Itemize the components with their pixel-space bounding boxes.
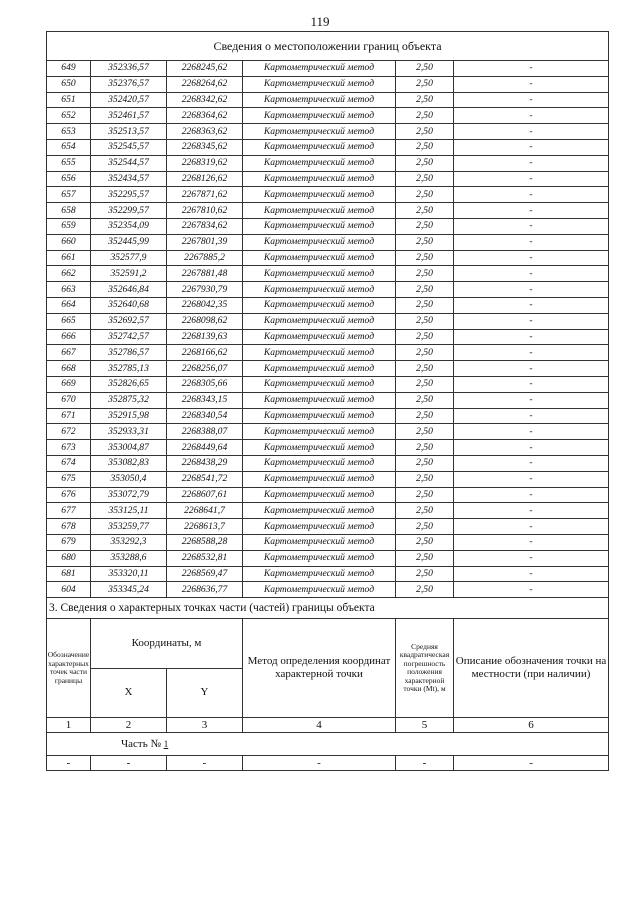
point-number: 655 <box>47 155 91 171</box>
mean-error-cell: 2,50 <box>396 76 454 92</box>
point-number: 661 <box>47 250 91 266</box>
coord-y: 2268641,7 <box>167 503 243 519</box>
table-row <box>47 61 609 77</box>
coord-x: 352376,57 <box>91 76 167 92</box>
mean-error-cell: 2,50 <box>396 550 454 566</box>
coord-x: 352933,31 <box>91 424 167 440</box>
coord-x: 353072,79 <box>91 487 167 503</box>
mean-error-cell: 2,50 <box>396 408 454 424</box>
method-cell: Картометрический метод <box>243 566 396 582</box>
point-number: 656 <box>47 171 91 187</box>
point-number: 674 <box>47 455 91 471</box>
coord-x: 353345,24 <box>91 582 167 598</box>
description-cell: - <box>454 266 609 282</box>
table-row <box>47 329 609 345</box>
coord-x: 353320,11 <box>91 566 167 582</box>
mean-error-cell: 2,50 <box>396 266 454 282</box>
mean-error-cell: 2,50 <box>396 487 454 503</box>
method-cell: Картометрический метод <box>243 282 396 298</box>
coord-y: 2268345,62 <box>167 139 243 155</box>
point-number: 660 <box>47 234 91 250</box>
coord-y: 2267810,62 <box>167 203 243 219</box>
point-number: 650 <box>47 76 91 92</box>
method-cell: Картометрический метод <box>243 187 396 203</box>
coord-y: 2267871,62 <box>167 187 243 203</box>
header-x: X <box>91 668 167 718</box>
method-cell: Картометрический метод <box>243 171 396 187</box>
description-cell: - <box>454 203 609 219</box>
mean-error-cell: 2,50 <box>396 345 454 361</box>
coord-y: 2267801,39 <box>167 234 243 250</box>
method-cell: Картометрический метод <box>243 139 396 155</box>
mean-error-cell: 2,50 <box>396 155 454 171</box>
point-number: 681 <box>47 566 91 582</box>
method-cell: Картометрический метод <box>243 440 396 456</box>
table-row <box>47 376 609 392</box>
point-number: 672 <box>47 424 91 440</box>
point-number: 651 <box>47 92 91 108</box>
point-number: 665 <box>47 313 91 329</box>
point-number: 658 <box>47 203 91 219</box>
coord-y: 2268438,29 <box>167 455 243 471</box>
coord-y: 2268532,81 <box>167 550 243 566</box>
description-cell: - <box>454 124 609 140</box>
point-number: 678 <box>47 519 91 535</box>
point-number: 653 <box>47 124 91 140</box>
index-cell: 1 <box>47 718 91 733</box>
description-cell: - <box>454 329 609 345</box>
method-cell: Картометрический метод <box>243 92 396 108</box>
method-cell: Картометрический метод <box>243 313 396 329</box>
table-row <box>47 124 609 140</box>
mean-error-cell: 2,50 <box>396 282 454 298</box>
point-number: 676 <box>47 487 91 503</box>
point-number: 670 <box>47 392 91 408</box>
page-number: 119 <box>310 14 330 29</box>
description-cell: - <box>454 424 609 440</box>
description-cell: - <box>454 440 609 456</box>
coord-x: 352692,57 <box>91 313 167 329</box>
point-number: 649 <box>47 61 91 77</box>
empty-cell: - <box>91 756 167 771</box>
coord-y: 2268343,15 <box>167 392 243 408</box>
method-cell: Картометрический метод <box>243 392 396 408</box>
description-cell: - <box>454 297 609 313</box>
header-mean-error: Средняя квадратическая погрешность положения характерной точки (Mt), м <box>396 619 454 718</box>
table-row <box>47 392 609 408</box>
table-row <box>47 203 609 219</box>
section-title: Сведения о местоположении границ объекта <box>47 32 609 61</box>
coord-x: 352640,68 <box>91 297 167 313</box>
description-cell: - <box>454 550 609 566</box>
description-cell: - <box>454 455 609 471</box>
method-cell: Картометрический метод <box>243 61 396 77</box>
method-cell: Картометрический метод <box>243 124 396 140</box>
coord-y: 2267930,79 <box>167 282 243 298</box>
table-row <box>47 408 609 424</box>
table-row <box>47 282 609 298</box>
table-row <box>47 487 609 503</box>
coord-x: 352295,57 <box>91 187 167 203</box>
mean-error-cell: 2,50 <box>396 566 454 582</box>
mean-error-cell: 2,50 <box>396 471 454 487</box>
mean-error-cell: 2,50 <box>396 92 454 108</box>
method-cell: Картометрический метод <box>243 471 396 487</box>
coord-y: 2268264,62 <box>167 76 243 92</box>
coord-x: 352785,13 <box>91 361 167 377</box>
table-row <box>47 234 609 250</box>
coord-y: 2268449,64 <box>167 440 243 456</box>
coord-x: 353292,3 <box>91 534 167 550</box>
mean-error-cell: 2,50 <box>396 297 454 313</box>
method-cell: Картометрический метод <box>243 108 396 124</box>
mean-error-cell: 2,50 <box>396 329 454 345</box>
mean-error-cell: 2,50 <box>396 187 454 203</box>
mean-error-cell: 2,50 <box>396 218 454 234</box>
table-row <box>47 582 609 598</box>
method-cell: Картометрический метод <box>243 345 396 361</box>
mean-error-cell: 2,50 <box>396 503 454 519</box>
mean-error-cell: 2,50 <box>396 392 454 408</box>
point-number: 679 <box>47 534 91 550</box>
method-cell: Картометрический метод <box>243 329 396 345</box>
part-points-table <box>46 597 609 771</box>
description-cell: - <box>454 582 609 598</box>
description-cell: - <box>454 519 609 535</box>
method-cell: Картометрический метод <box>243 297 396 313</box>
method-cell: Картометрический метод <box>243 155 396 171</box>
coord-y: 2267885,2 <box>167 250 243 266</box>
header-y: Y <box>167 668 243 718</box>
method-cell: Картометрический метод <box>243 266 396 282</box>
point-number: 671 <box>47 408 91 424</box>
point-number: 662 <box>47 266 91 282</box>
table-row <box>47 503 609 519</box>
coord-y: 2268256,07 <box>167 361 243 377</box>
coord-x: 352577,9 <box>91 250 167 266</box>
header-coordinates: Координаты, м <box>91 619 243 669</box>
description-cell: - <box>454 218 609 234</box>
table-row <box>47 566 609 582</box>
method-cell: Картометрический метод <box>243 250 396 266</box>
mean-error-cell: 2,50 <box>396 124 454 140</box>
coord-x: 352742,57 <box>91 329 167 345</box>
method-cell: Картометрический метод <box>243 361 396 377</box>
coord-y: 2268541,72 <box>167 471 243 487</box>
point-number: 666 <box>47 329 91 345</box>
coord-x: 352513,57 <box>91 124 167 140</box>
coord-x: 352545,57 <box>91 139 167 155</box>
description-cell: - <box>454 534 609 550</box>
point-number: 680 <box>47 550 91 566</box>
coord-y: 2267834,62 <box>167 218 243 234</box>
section3-title: 3. Сведения о характерных точках части (частей) границы объекта <box>47 598 609 619</box>
coord-y: 2268305,66 <box>167 376 243 392</box>
point-number: 673 <box>47 440 91 456</box>
table-row <box>47 313 609 329</box>
table-row <box>47 266 609 282</box>
point-number: 659 <box>47 218 91 234</box>
description-cell: - <box>454 139 609 155</box>
header-description: Описание обозначения точки на местности (при наличии) <box>454 619 609 718</box>
point-number: 667 <box>47 345 91 361</box>
boundary-sheet <box>46 31 608 771</box>
coord-x: 352299,57 <box>91 203 167 219</box>
coord-x: 352420,57 <box>91 92 167 108</box>
description-cell: - <box>454 471 609 487</box>
table-row <box>47 92 609 108</box>
table-row <box>47 424 609 440</box>
coord-y: 2268319,62 <box>167 155 243 171</box>
description-cell: - <box>454 408 609 424</box>
coord-y: 2268364,62 <box>167 108 243 124</box>
mean-error-cell: 2,50 <box>396 61 454 77</box>
coord-x: 352544,57 <box>91 155 167 171</box>
description-cell: - <box>454 155 609 171</box>
description-cell: - <box>454 566 609 582</box>
mean-error-cell: 2,50 <box>396 440 454 456</box>
table-row <box>47 471 609 487</box>
coord-x: 352336,57 <box>91 61 167 77</box>
coord-x: 352461,57 <box>91 108 167 124</box>
coord-x: 352875,32 <box>91 392 167 408</box>
header-method: Метод определения координат характерной точки <box>243 619 396 718</box>
point-number: 604 <box>47 582 91 598</box>
coord-x: 352646,84 <box>91 282 167 298</box>
table-row <box>47 76 609 92</box>
table-row <box>47 361 609 377</box>
coord-y: 2268245,62 <box>167 61 243 77</box>
coord-y: 2268139,63 <box>167 329 243 345</box>
coord-y: 2268340,54 <box>167 408 243 424</box>
mean-error-cell: 2,50 <box>396 250 454 266</box>
mean-error-cell: 2,50 <box>396 534 454 550</box>
coord-x: 353082,83 <box>91 455 167 471</box>
coord-x: 352786,57 <box>91 345 167 361</box>
table-row <box>47 155 609 171</box>
mean-error-cell: 2,50 <box>396 108 454 124</box>
table-row <box>47 250 609 266</box>
coord-x: 353259,77 <box>91 519 167 535</box>
empty-cell: - <box>396 756 454 771</box>
method-cell: Картометрический метод <box>243 534 396 550</box>
part-number: 1 <box>163 739 169 750</box>
point-number: 663 <box>47 282 91 298</box>
coord-y: 2268569,47 <box>167 566 243 582</box>
table-row <box>47 534 609 550</box>
coord-x: 352591,2 <box>91 266 167 282</box>
mean-error-cell: 2,50 <box>396 234 454 250</box>
coord-x: 352354,09 <box>91 218 167 234</box>
description-cell: - <box>454 282 609 298</box>
index-cell: 2 <box>91 718 167 733</box>
coord-x: 352826,65 <box>91 376 167 392</box>
point-number: 652 <box>47 108 91 124</box>
description-cell: - <box>454 503 609 519</box>
method-cell: Картометрический метод <box>243 503 396 519</box>
point-number: 664 <box>47 297 91 313</box>
table-row <box>47 171 609 187</box>
table-row <box>47 297 609 313</box>
description-cell: - <box>454 108 609 124</box>
method-cell: Картометрический метод <box>243 376 396 392</box>
empty-cell: - <box>243 756 396 771</box>
mean-error-cell: 2,50 <box>396 171 454 187</box>
method-cell: Картометрический метод <box>243 519 396 535</box>
point-number: 675 <box>47 471 91 487</box>
mean-error-cell: 2,50 <box>396 203 454 219</box>
mean-error-cell: 2,50 <box>396 376 454 392</box>
index-cell: 6 <box>454 718 609 733</box>
empty-cell: - <box>167 756 243 771</box>
table-row <box>47 519 609 535</box>
mean-error-cell: 2,50 <box>396 582 454 598</box>
part-label: Часть № <box>121 738 164 751</box>
coord-x: 353050,4 <box>91 471 167 487</box>
description-cell: - <box>454 392 609 408</box>
method-cell: Картометрический метод <box>243 234 396 250</box>
method-cell: Картометрический метод <box>243 424 396 440</box>
description-cell: - <box>454 187 609 203</box>
coord-x: 352434,57 <box>91 171 167 187</box>
description-cell: - <box>454 92 609 108</box>
description-cell: - <box>454 345 609 361</box>
mean-error-cell: 2,50 <box>396 455 454 471</box>
mean-error-cell: 2,50 <box>396 424 454 440</box>
coord-x: 352445,99 <box>91 234 167 250</box>
coord-y: 2268126,62 <box>167 171 243 187</box>
method-cell: Картометрический метод <box>243 408 396 424</box>
description-cell: - <box>454 250 609 266</box>
coord-x: 353125,11 <box>91 503 167 519</box>
mean-error-cell: 2,50 <box>396 519 454 535</box>
point-number: 654 <box>47 139 91 155</box>
method-cell: Картометрический метод <box>243 487 396 503</box>
coord-y: 2268636,77 <box>167 582 243 598</box>
description-cell: - <box>454 76 609 92</box>
part-label-row <box>47 733 609 756</box>
table-row <box>47 455 609 471</box>
description-cell: - <box>454 376 609 392</box>
method-cell: Картометрический метод <box>243 203 396 219</box>
table-row <box>47 550 609 566</box>
coord-y: 2268588,28 <box>167 534 243 550</box>
method-cell: Картометрический метод <box>243 550 396 566</box>
coord-y: 2268613,7 <box>167 519 243 535</box>
table-row <box>47 187 609 203</box>
description-cell: - <box>454 313 609 329</box>
coord-y: 2268363,62 <box>167 124 243 140</box>
method-cell: Картометрический метод <box>243 76 396 92</box>
index-cell: 5 <box>396 718 454 733</box>
boundary-coordinates-table <box>46 31 609 598</box>
description-cell: - <box>454 361 609 377</box>
mean-error-cell: 2,50 <box>396 361 454 377</box>
empty-cell: - <box>47 756 91 771</box>
coord-x: 353288,6 <box>91 550 167 566</box>
table-row <box>47 218 609 234</box>
coord-y: 2268342,62 <box>167 92 243 108</box>
description-cell: - <box>454 487 609 503</box>
table-row <box>47 440 609 456</box>
coord-y: 2268098,62 <box>167 313 243 329</box>
method-cell: Картометрический метод <box>243 582 396 598</box>
description-cell: - <box>454 171 609 187</box>
empty-cell: - <box>454 756 609 771</box>
method-cell: Картометрический метод <box>243 218 396 234</box>
index-cell: 4 <box>243 718 396 733</box>
coord-y: 2268042,35 <box>167 297 243 313</box>
description-cell: - <box>454 234 609 250</box>
coord-y: 2268388,07 <box>167 424 243 440</box>
coord-y: 2267881,48 <box>167 266 243 282</box>
table-row <box>47 139 609 155</box>
mean-error-cell: 2,50 <box>396 139 454 155</box>
header-point-designation: Обозначение характерных точек части границы <box>47 619 91 718</box>
index-cell: 3 <box>167 718 243 733</box>
method-cell: Картометрический метод <box>243 455 396 471</box>
point-number: 657 <box>47 187 91 203</box>
description-cell: - <box>454 61 609 77</box>
coord-x: 353004,87 <box>91 440 167 456</box>
point-number: 669 <box>47 376 91 392</box>
coord-x: 352915,98 <box>91 408 167 424</box>
mean-error-cell: 2,50 <box>396 313 454 329</box>
coord-y: 2268607,61 <box>167 487 243 503</box>
table-row <box>47 108 609 124</box>
table-row <box>47 345 609 361</box>
coord-y: 2268166,62 <box>167 345 243 361</box>
point-number: 677 <box>47 503 91 519</box>
point-number: 668 <box>47 361 91 377</box>
